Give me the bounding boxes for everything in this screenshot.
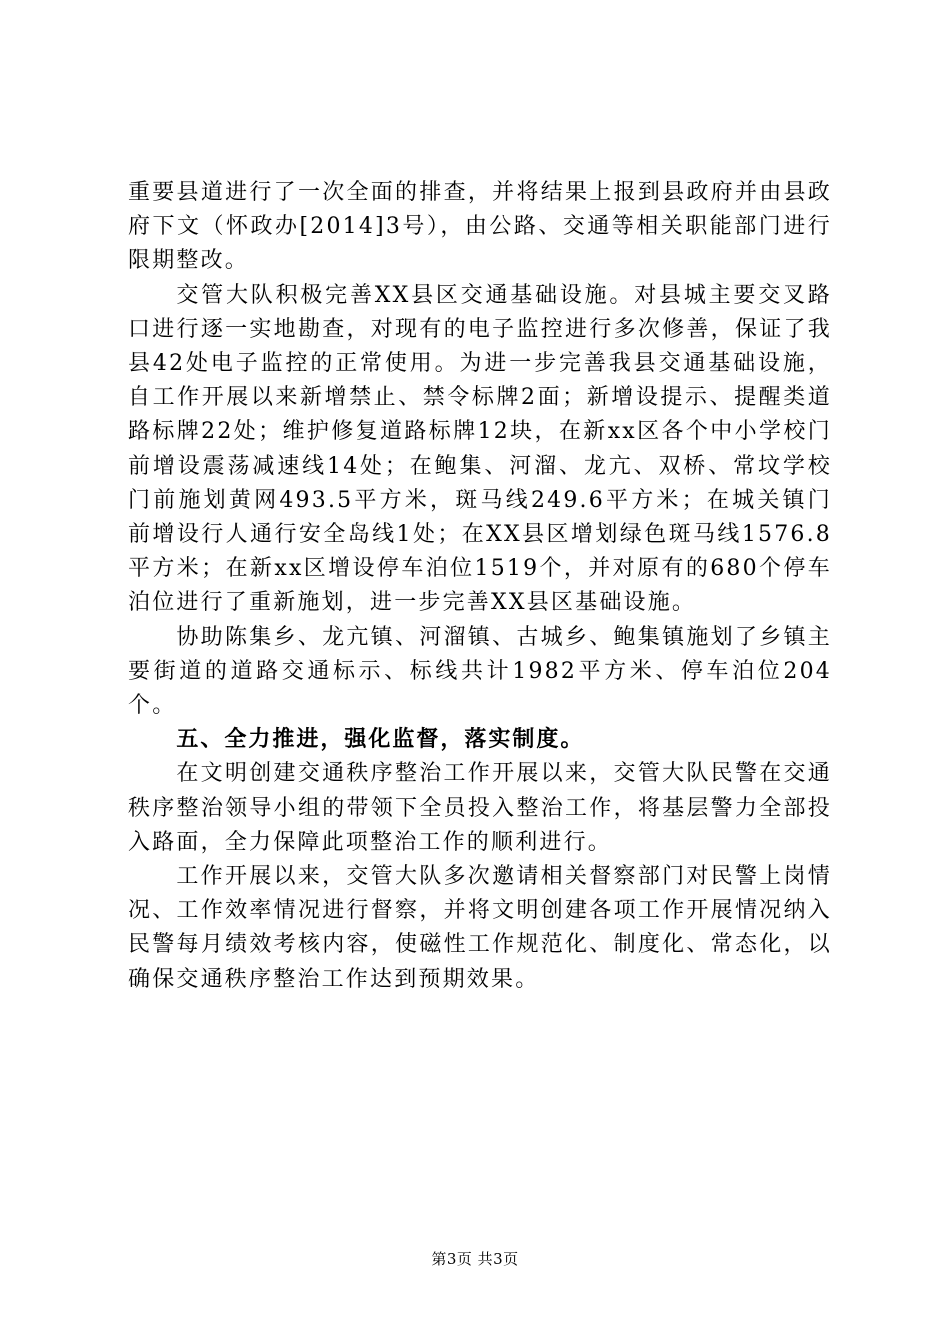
paragraph-police-deployment: 在文明创建交通秩序整治工作开展以来，交管大队民警在交通秩序整治领导小组的带领下全员投入整治工作，将基层警力全部投入路面，全力保障此项整治工作的顺利进行。 xyxy=(128,761,832,855)
document-body xyxy=(128,176,832,997)
paragraph-road-inspection: 重要县道进行了一次全面的排查，并将结果上报到县政府并由县政府下文（怀政办[2014]3号），由公路、交通等相关职能部门进行限期整改。 xyxy=(128,180,832,274)
paragraph-infrastructure: 交管大队积极完善XX县区交通基础设施。对县城主要交叉路口进行逐一实地勘查，对现有的电子监控进行多次修善，保证了我县42处电子监控的正常使用。为进一步完善我县交通基础设施，自工作开展以来新增禁止、禁令标牌2面；新增设提示、提醒类道路标牌22处；维护修复道路标牌12块，在新xx区各个中小学校门前增设震荡减速线14处；在鲍集、河溜、龙亢、双桥、常坟学校门前施划黄网493.5平方米，斑马线249.6平方米；在城关镇门前增设行人通行安全岛线1处；在XX县区增划绿色斑马线1576.8平方米；在新xx区增设停车泊位1519个，并对原有的680个停车泊位进行了重新施划，进一步完善XX县区基础设施。 xyxy=(128,282,832,616)
section-heading-five: 五、全力推进，强化监督，落实制度。 xyxy=(176,727,585,753)
page-number-indicator: 第3页 共3页 xyxy=(431,1250,519,1268)
page-footer xyxy=(0,1249,950,1269)
paragraph-supervision: 工作开展以来，交管大队多次邀请相关督察部门对民警上岗情况、工作效率情况进行督察，并将文明创建各项工作开展情况纳入民警每月绩效考核内容，使磁性工作规范化、制度化、常态化，以确保交通秩序整治工作达到预期效果。 xyxy=(128,864,832,992)
paragraph-township-markings: 协助陈集乡、龙亢镇、河溜镇、古城乡、鲍集镇施划了乡镇主要街道的道路交通标示、标线共计1982平方米、停车泊位204个。 xyxy=(128,624,832,719)
